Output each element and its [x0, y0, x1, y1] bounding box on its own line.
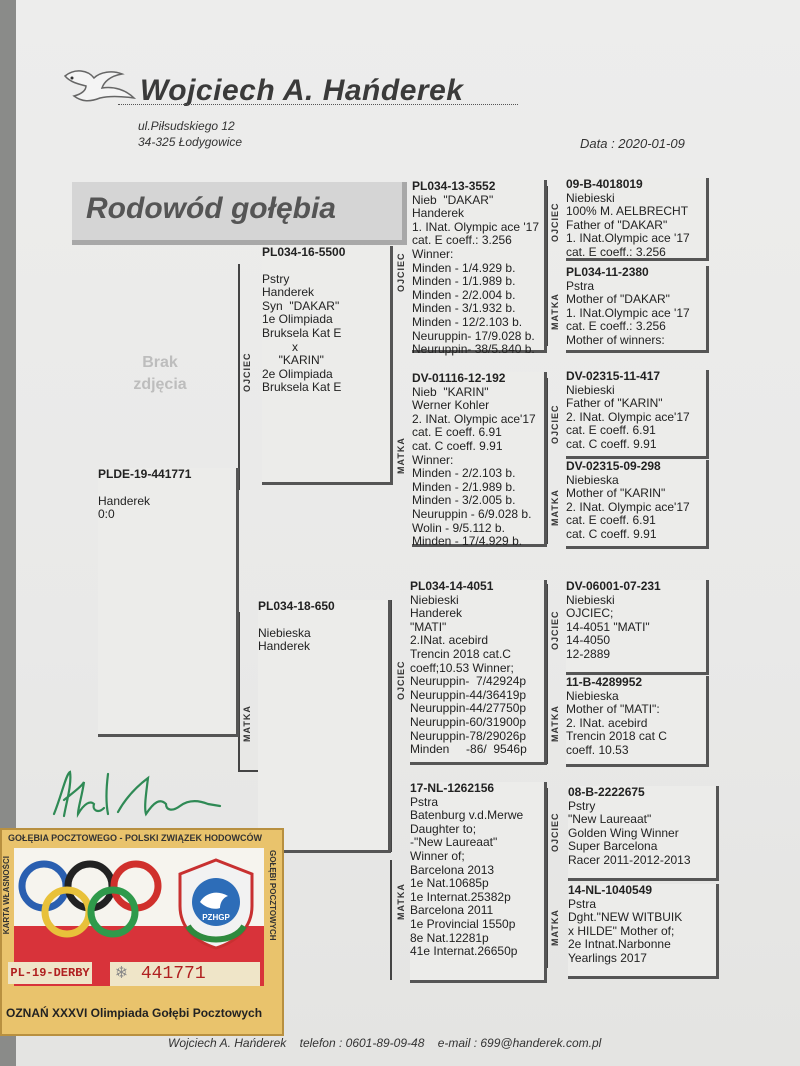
no-photo-placeholder: Brak zdjęcia — [133, 354, 187, 393]
pedigree-line: Neuruppin-60/31900p — [410, 714, 527, 729]
pedigree-line: Pstry — [568, 798, 596, 813]
father-box — [262, 246, 393, 485]
breeder-name: Wojciech A. Hańderek — [140, 74, 464, 107]
ownership-card — [0, 828, 284, 1036]
label-ojciec: OJCIEC — [550, 202, 560, 242]
ggp-box — [566, 580, 709, 675]
pedigree-line: coeff. 10.53 — [566, 742, 629, 757]
pedigree-line: cat. C coeff. 9.91 — [412, 438, 503, 453]
pedigree-line: Minden - 2/2.103 b. — [412, 466, 516, 481]
pedigree-line: Neuruppin- 38/5.840 b. — [412, 342, 535, 357]
pedigree-line: 14-4050 — [566, 633, 611, 648]
label-ojciec: OJCIEC — [396, 660, 406, 700]
label-matka: MATKA — [242, 705, 252, 742]
svg-text:PZHGP: PZHGP — [202, 913, 230, 922]
pedigree-line: Pstry — [262, 271, 290, 286]
pedigree-line: 41e Internat.26650p — [410, 944, 518, 959]
pedigree-line: 2. INat. Olympic ace'17 — [566, 409, 690, 424]
address-street: ul.Piłsudskiego 12 — [138, 119, 235, 133]
pedigree-line: Father of "DAKAR" — [566, 217, 668, 232]
pedigree-line: Minden - 17/4.929 b. — [412, 534, 523, 549]
pedigree-line: cat. E coeff. 6.91 — [566, 513, 656, 528]
label-ojciec: OJCIEC — [242, 352, 252, 392]
pedigree-line: Winner: — [412, 452, 454, 467]
pedigree-line: Neuruppin- 7/42924p — [410, 674, 527, 689]
pedigree-line: Father of "KARIN" — [566, 396, 663, 411]
pedigree-line: Yearlings 2017 — [568, 950, 647, 965]
ring-number: PL034-14-4051 — [410, 579, 494, 593]
pedigree-line: 2.INat. acebird — [410, 633, 489, 648]
pedigree-line: 2. INat. Olympic ace'17 — [412, 411, 536, 426]
pedigree-line: 2e Intnat.Narbonne — [568, 937, 671, 952]
pedigree-line: cat. C coeff. 9.91 — [566, 526, 657, 541]
pedigree-line: Nieb "KARIN" — [412, 384, 489, 399]
pedigree-line: OJCIEC; — [566, 606, 614, 621]
breeder-address — [138, 118, 242, 150]
card-left-text: KARTA WŁASNOŚCI — [2, 856, 11, 935]
pedigree-line: Syn "DAKAR" — [262, 298, 340, 313]
pedigree-line: Barcelona 2011 — [410, 903, 494, 918]
pedigree-line: cat. E coeff.: 3.256 — [566, 244, 666, 259]
document-date: Data : 2020-01-09 — [580, 136, 685, 151]
ring-number: PL034-16-5500 — [262, 245, 346, 259]
divider — [118, 104, 518, 105]
pedigree-line: Niebieski — [566, 592, 615, 607]
pedigree-line: Golden Wing Winner — [568, 825, 679, 840]
pedigree-line: cat. E coeff.: 3.256 — [412, 233, 512, 248]
pedigree-line: x HILDE" Mother of; — [568, 923, 675, 938]
ring-number: 11-B-4289952 — [566, 675, 643, 689]
pedigree-line: Dght."NEW WITBUIK — [568, 910, 683, 925]
pedigree-line: 1. INat.Olympic ace '17 — [566, 231, 690, 246]
pedigree-line: 1e Provincial 1550p — [410, 916, 516, 931]
pedigree-line — [258, 614, 388, 627]
pedigree-line: Racer 2011-2012-2013 — [568, 852, 691, 867]
pedigree-line: 100% M. AELBRECHT — [566, 204, 689, 219]
pedigree-line: Minden - 1/1.989 b. — [412, 274, 516, 289]
pedigree-line: Barcelona 2013 — [410, 862, 495, 877]
ring-number: 08-B-2222675 — [568, 785, 645, 799]
pedigree-line: Niebieski — [410, 592, 459, 607]
label-matka: MATKA — [550, 293, 560, 330]
pedigree-line: Handerek — [98, 493, 151, 508]
ring-number: DV-01116-12-192 — [412, 371, 506, 385]
pedigree-line: Handerek — [410, 606, 463, 621]
pedigree-line: Minden - 2/2.004 b. — [412, 287, 516, 302]
card-bottom-text: OZNAŃ XXXVI Olimpiada Gołębi Pocztowych — [6, 1006, 263, 1020]
pedigree-line: 1e Nat.10685p — [410, 876, 489, 891]
ggp-box — [566, 178, 709, 261]
card-number — [110, 962, 260, 986]
label-matka: MATKA — [396, 437, 406, 474]
pedigree-line: Nieb "DAKAR" — [412, 192, 494, 207]
pedigree-line: Pstra — [568, 896, 597, 911]
pedigree-line: Batenburg v.d.Merwe — [410, 808, 524, 823]
pedigree-line: Trencin 2018 cat C — [566, 729, 667, 744]
pedigree-line: 2. INat. Olympic ace'17 — [566, 499, 690, 514]
pedigree-line: Neuruppin-78/29026p — [410, 728, 527, 743]
label-matka: MATKA — [396, 883, 406, 920]
label-matka: MATKA — [550, 705, 560, 742]
connector-line — [238, 264, 240, 490]
pedigree-line: Niebieska — [566, 472, 619, 487]
paternal-grandfather-box — [412, 179, 547, 357]
pedigree-line: Winner: — [412, 246, 454, 261]
maternal-grandmother-box — [410, 782, 547, 983]
pedigree-line: 2. INat. acebird — [566, 715, 648, 730]
pedigree-line: 1. INat. Olympic ace '17 — [412, 219, 540, 234]
pedigree-line: 8e Nat.12281p — [410, 930, 489, 945]
pedigree-line: 12-2889 — [566, 646, 611, 661]
pedigree-line: Neuruppin-44/27750p — [410, 701, 527, 716]
pedigree-line: 2e Olimpiada — [262, 366, 333, 381]
pedigree-line: Niebieski — [566, 382, 615, 397]
card-top-text: GOŁĘBIA POCZTOWEGO - POLSKI ZWIĄZEK HODOWCÓW — [8, 833, 262, 843]
pedigree-line: Minden - 12/2.103 b. — [412, 314, 523, 329]
signature-icon — [48, 764, 228, 834]
pedigree-line: Handerek — [258, 639, 311, 654]
ggp-box — [566, 676, 709, 767]
ring-number: PL034-11-2380 — [566, 265, 649, 279]
ring-number: DV-06001-07-231 — [566, 579, 661, 593]
pedigree-line — [262, 260, 390, 273]
pedigree-line: Wolin - 9/5.112 b. — [412, 520, 505, 535]
footer-contact: Wojciech A. Hańderek telefon : 0601-89-09-48 e-mail : 699@handerek.com.pl — [168, 1036, 602, 1050]
pedigree-line: Neuruppin - 6/9.028 b. — [412, 506, 532, 521]
ring-number: PL034-13-3552 — [412, 179, 496, 193]
maternal-grandfather-box — [410, 580, 547, 765]
pedigree-line: coeff;10.53 Winner; — [410, 660, 514, 675]
pedigree-line: Niebieski — [566, 190, 615, 205]
label-matka: MATKA — [550, 489, 560, 526]
pedigree-line: 1. INat.Olympic ace '17 — [566, 305, 690, 320]
ring-number: 09-B-4018019 — [566, 177, 643, 191]
ring-number: 441771 — [140, 964, 206, 984]
pedigree-line: cat. C coeff. 9.91 — [566, 436, 657, 451]
pedigree-line: Pstra — [566, 278, 595, 293]
pedigree-line: Bruksela Kat E — [262, 325, 342, 340]
pedigree-line: "New Laureaat" — [568, 812, 652, 827]
pedigree-line: Pstra — [410, 794, 439, 809]
pedigree-line: Minden - 3/1.932 b. — [412, 301, 516, 316]
ggp-box — [566, 266, 709, 353]
card-right-text: GOŁĘBI POCZTOWYCH — [268, 850, 277, 941]
ggp-box — [568, 786, 719, 881]
address-city: 34-325 Łodygowice — [138, 135, 243, 149]
ggp-box — [566, 460, 709, 549]
page-title: Rodowód gołębia — [86, 192, 336, 225]
olympic-rings-icon — [18, 854, 168, 954]
pedigree-line: Werner Kohler — [412, 398, 490, 413]
pedigree-line: cat. E coeff. 6.91 — [566, 423, 656, 438]
pedigree-line: x — [262, 339, 299, 354]
pedigree-line: 0:0 — [98, 507, 115, 522]
label-ojciec: OJCIEC — [550, 812, 560, 852]
pedigree-line: 1e Olimpiada — [262, 312, 333, 327]
ggp-box — [568, 884, 719, 979]
pedigree-line: Bruksela Kat E — [262, 380, 342, 395]
pedigree-line: Niebieska — [258, 625, 311, 640]
ring-number: 17-NL-1262156 — [410, 781, 495, 795]
pedigree-line: cat. E coeff.: 3.256 — [566, 319, 666, 334]
pedigree-line: Minden - 3/2.005 b. — [412, 493, 516, 508]
ring-number: 14-NL-1040549 — [568, 883, 653, 897]
pedigree-line: Minden - 1/4.929 b. — [412, 260, 516, 275]
label-ojciec: OJCIEC — [550, 404, 560, 444]
pedigree-line: Minden - 2/1.989 b. — [412, 479, 516, 494]
pedigree-line: -"New Laureaat" — [410, 835, 498, 850]
ring-number: DV-02315-09-298 — [566, 459, 661, 473]
ring-number: DV-02315-11-417 — [566, 369, 661, 383]
pedigree-line: Neuruppin- 17/9.028 b. — [412, 328, 535, 343]
pedigree-line: 14-4051 "MATI" — [566, 619, 650, 634]
pedigree-line: "KARIN" — [262, 353, 324, 368]
pedigree-line: Handerek — [412, 206, 465, 221]
ring-number: PL034-18-650 — [258, 599, 335, 613]
pzhgp-emblem-icon — [174, 856, 258, 952]
pedigree-line: Mother of "KARIN" — [566, 486, 666, 501]
pedigree-line: Winner of; — [410, 848, 465, 863]
pedigree-line: Mother of winners: — [566, 332, 665, 347]
pedigree-line — [98, 482, 236, 495]
connector-line — [390, 860, 392, 980]
paternal-grandmother-box — [412, 372, 547, 547]
mother-box — [258, 600, 391, 853]
pedigree-line: Handerek — [262, 285, 315, 300]
label-ojciec: OJCIEC — [396, 252, 406, 292]
pedigree-line: Niebieska — [566, 688, 619, 703]
pedigree-line: Daughter to; — [410, 821, 477, 836]
pedigree-line: cat. E coeff. 6.91 — [412, 425, 502, 440]
label-ojciec: OJCIEC — [550, 610, 560, 650]
ggp-box — [566, 370, 709, 459]
card-tag: PL-19-DERBY — [8, 962, 92, 984]
pedigree-line: Super Barcelona — [568, 839, 658, 854]
pedigree-line: "MATI" — [410, 619, 447, 634]
pigeon-box — [98, 468, 239, 737]
pedigree-line: Mother of "DAKAR" — [566, 292, 670, 307]
snowflake-icon: ❄ — [116, 964, 127, 984]
pedigree-line: Minden -86/ 9546p — [410, 742, 527, 757]
pedigree-line: Neuruppin-44/36419p — [410, 687, 527, 702]
label-matka: MATKA — [550, 909, 560, 946]
pedigree-line: 1e Internat.25382p — [410, 889, 511, 904]
pedigree-line: Mother of "MATI": — [566, 702, 660, 717]
ring-number: PLDE-19-441771 — [98, 467, 192, 481]
pedigree-line: Trencin 2018 cat.C — [410, 646, 511, 661]
